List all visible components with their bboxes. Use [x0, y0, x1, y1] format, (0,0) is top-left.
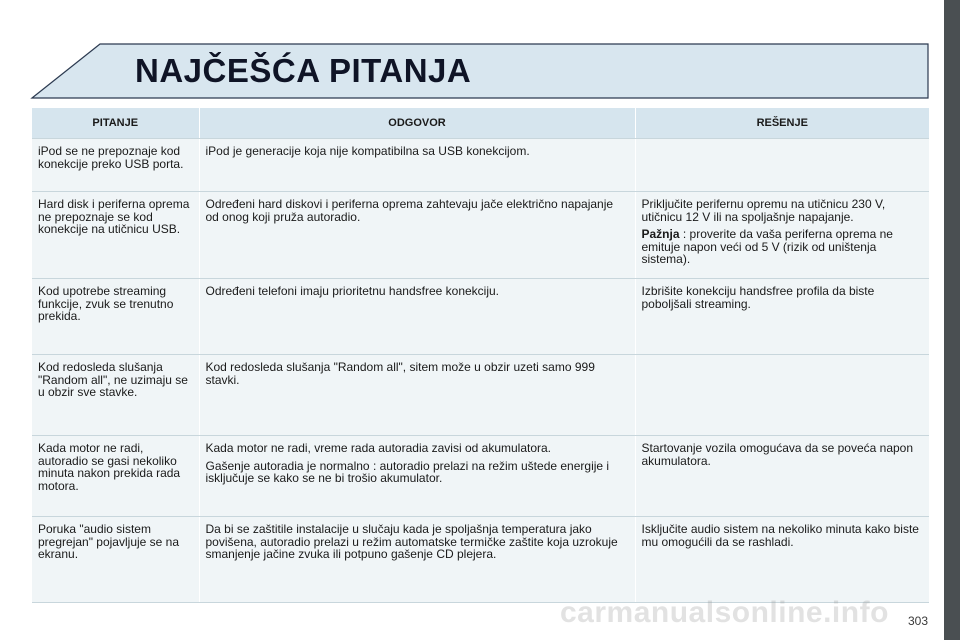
question-text: Poruka "audio sistem pregrejan" pojavljuje se na ekranu. [38, 522, 180, 561]
column-header-solution: REŠENJE [635, 108, 929, 139]
answer-cell [199, 436, 635, 517]
answer-text: iPod je generacije koja nije kompatibilna sa USB konekcijom. [205, 144, 530, 158]
question-text: Kod redosleda slušanja "Random all", ne uzimaju se u obzir sve stavke. [38, 360, 188, 399]
solution-cell [635, 139, 929, 192]
question-cell [32, 355, 199, 436]
question-cell [32, 436, 199, 517]
table-row [32, 436, 929, 517]
question-text: iPod se ne prepoznaje kod konekcije preko USB porta. [38, 144, 184, 171]
answer-cell [199, 355, 635, 436]
warning-text: : proverite da vaša periferna oprema ne emituje napon veći od 5 V (rizik od uništenja sistema). [641, 227, 893, 266]
solution-cell [635, 279, 929, 355]
solution-cell [635, 517, 929, 603]
question-cell [32, 192, 199, 279]
page-number: 303 [908, 614, 929, 628]
question-text: Kod upotrebe streaming funkcije, zvuk se trenutno prekida. [38, 284, 174, 323]
solution-text: Startovanje vozila omogućava da se poveća napon akumulatora. [641, 441, 914, 468]
warning-note [642, 228, 924, 266]
answer-text: Kod redosleda slušanja "Random all", sitem može u obzir uzeti samo 999 stavki. [205, 360, 595, 387]
column-header-question: PITANJE [32, 108, 199, 139]
solution-cell [635, 192, 929, 279]
faq-table [32, 108, 929, 603]
answer-cell [199, 192, 635, 279]
solution-text: Priključite perifernu opremu na utičnicu 230 V, utičnicu 12 V ili na spoljašnje napajanje. [641, 197, 886, 224]
answer-text: Određeni telefoni imaju prioritetnu handsfree konekciju. [205, 284, 500, 298]
page-edge-bar [944, 0, 960, 640]
answer-text: Gašenje autoradia je normalno : autoradio prelazi na režim uštede energije i isključuje se kako se ne bi trošio akumulator. [205, 458, 610, 485]
question-text: Kada motor ne radi, autoradio se gasi nekoliko minuta nakon prekida rada motora. [38, 441, 181, 493]
solution-text: Izbrišite konekciju handsfree profila da biste poboljšali streaming. [641, 284, 875, 311]
table-header-row [32, 108, 929, 139]
answer-cell [199, 139, 635, 192]
solution-text: Isključite audio sistem na nekoliko minuta kako biste mu omogućili da se rashladi. [641, 522, 919, 549]
question-cell [32, 517, 199, 603]
question-text: Hard disk i periferna oprema ne prepoznaje se kod konekcije na utičnicu USB. [38, 197, 190, 236]
column-header-answer: ODGOVOR [199, 108, 635, 139]
page-title: NAJČEŠĆA PITANJA [135, 52, 472, 89]
watermark: carmanualsonline.info [560, 596, 889, 629]
answer-cell [199, 279, 635, 355]
table-row [32, 517, 929, 603]
warning-label: Pažnja [641, 227, 680, 241]
solution-cell [635, 355, 929, 436]
table-row [32, 355, 929, 436]
answer-text: Određeni hard diskovi i periferna oprema zahtevaju jače električno napajanje od onog koji pruža autoradio. [205, 197, 614, 224]
answer-cell [199, 517, 635, 603]
table-row [32, 279, 929, 355]
solution-cell [635, 436, 929, 517]
table-row [32, 139, 929, 192]
question-cell [32, 279, 199, 355]
question-cell [32, 139, 199, 192]
answer-text: Kada motor ne radi, vreme rada autoradia zavisi od akumulatora. [205, 441, 552, 455]
table-row [32, 192, 929, 279]
answer-text: Da bi se zaštitile instalacije u slučaju kada je spoljašnja temperatura jako povišena, autoradio prelazi u režim automatske termičke zaštite koja uzrokuje smanjenje jačine zvuka ili potpuno gašenje CD plejera. [205, 522, 618, 561]
